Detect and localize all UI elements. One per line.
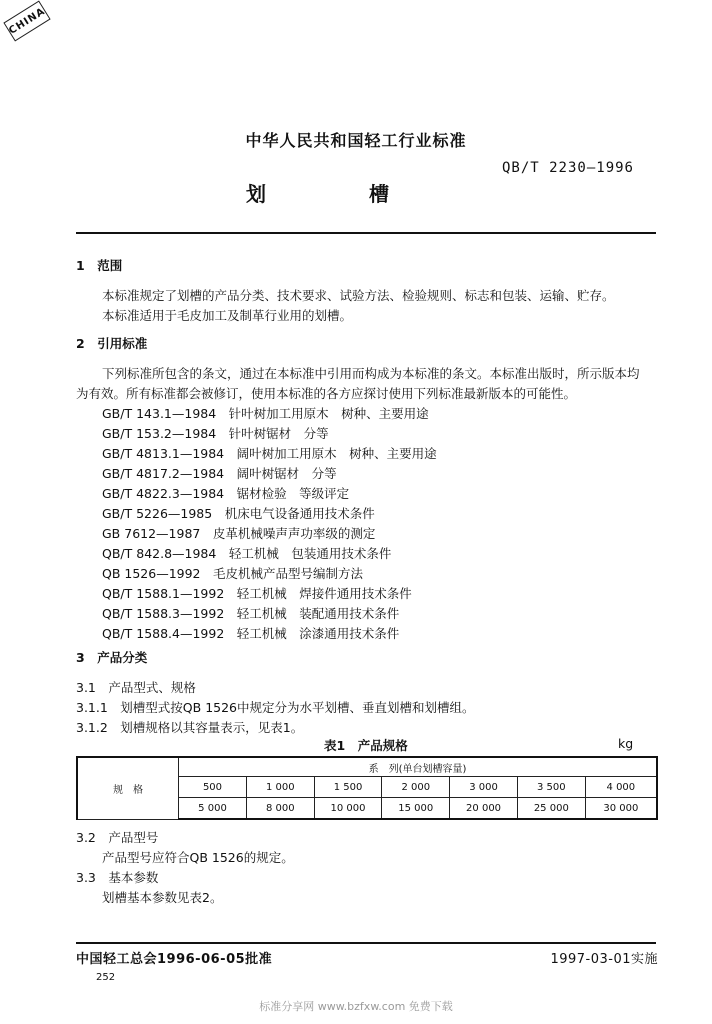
table-cell: 4 000: [585, 777, 657, 798]
section-1-paragraph-1: 本标准规定了划槽的产品分类、技术要求、试验方法、检验规则、标志和包装、运输、贮存。: [102, 288, 615, 303]
header-rule: [76, 232, 656, 234]
reference-item: GB/T 4822.3—1984 锯材检验 等级评定: [102, 486, 350, 501]
section-2-heading: 2 引用标准: [76, 336, 148, 351]
table-1-caption: 表1 产品规格: [324, 738, 408, 753]
section-2-paragraph-line-2: 为有效。所有标准都会被修订，使用本标准的各方应探讨使用下列标准最新版本的可能性。: [76, 386, 577, 401]
table-cell: 3 000: [450, 777, 518, 798]
table-cell: 25 000: [517, 798, 585, 820]
table-1-unit: kg: [618, 736, 634, 751]
reference-item: GB/T 4817.2—1984 阔叶树锯材 分等: [102, 466, 337, 481]
reference-item: GB/T 143.1—1984 针叶树加工用原木 树种、主要用途: [102, 406, 429, 421]
reference-item: QB/T 1588.4—1992 轻工机械 涂漆通用技术条件: [102, 626, 400, 641]
reference-item: GB/T 153.2—1984 针叶树锯材 分等: [102, 426, 329, 441]
clause-3-3: 3.3 基本参数: [76, 870, 159, 885]
section-1-paragraph-2: 本标准适用于毛皮加工及制革行业用的划槽。: [102, 308, 353, 323]
table-series-header: 系 列(单台划槽容量): [179, 757, 657, 777]
site-watermark: 标准分享网 www.bzfxw.com 免费下载: [259, 1000, 453, 1013]
table-cell: 8 000: [246, 798, 314, 820]
table-row-header: 规 格: [77, 757, 179, 819]
table-cell: 1 000: [246, 777, 314, 798]
document-title: 划 槽: [246, 182, 437, 206]
reference-item: GB 7612—1987 皮革机械噪声声功率级的测定: [102, 526, 376, 541]
section-1-heading: 1 范围: [76, 258, 123, 273]
reference-item: QB 1526—1992 毛皮机械产品型号编制方法: [102, 566, 364, 581]
reference-item: QB/T 1588.1—1992 轻工机械 焊接件通用技术条件: [102, 586, 412, 601]
table-cell: 10 000: [314, 798, 382, 820]
table-cell: 5 000: [179, 798, 247, 820]
clause-3-1-1: 3.1.1 划槽型式按QB 1526中规定分为水平划槽、垂直划槽和划槽组。: [76, 700, 475, 715]
table-cell: 20 000: [450, 798, 518, 820]
china-stamp: CHINA: [3, 1, 50, 42]
footer-rule: [76, 942, 656, 944]
clause-3-2: 3.2 产品型号: [76, 830, 159, 845]
standard-number: QB/T 2230—1996: [501, 160, 634, 176]
section-2-paragraph-line-1: 下列标准所包含的条文，通过在本标准中引用而构成为本标准的条文。本标准出版时，所示版本均: [102, 366, 640, 381]
reference-item: QB/T 1588.3—1992 轻工机械 装配通用技术条件: [102, 606, 400, 621]
table-cell: 15 000: [382, 798, 450, 820]
reference-item: QB/T 842.8—1984 轻工机械 包装通用技术条件: [102, 546, 392, 561]
table-cell: 1 500: [314, 777, 382, 798]
clause-3-1-2: 3.1.2 划槽规格以其容量表示，见表1。: [76, 720, 304, 735]
section-3-heading: 3 产品分类: [76, 650, 148, 665]
approval-date: 中国轻工总会1996-06-05批准: [76, 952, 273, 967]
issuing-organization: 中华人民共和国轻工行业标准: [245, 131, 467, 150]
product-spec-table: [76, 756, 658, 820]
reference-item: GB/T 5226—1985 机床电气设备通用技术条件: [102, 506, 375, 521]
clause-3-3-paragraph: 划槽基本参数见表2。: [102, 890, 223, 905]
clause-3-2-paragraph: 产品型号应符合QB 1526的规定。: [102, 850, 294, 865]
table-cell: 3 500: [517, 777, 585, 798]
implementation-date: 1997-03-01实施: [550, 952, 658, 967]
reference-item: GB/T 4813.1—1984 阔叶树加工用原木 树种、主要用途: [102, 446, 437, 461]
page-number: 252: [96, 972, 116, 983]
table-cell: 500: [179, 777, 247, 798]
table-cell: 30 000: [585, 798, 657, 820]
table-cell: 2 000: [382, 777, 450, 798]
clause-3-1: 3.1 产品型式、规格: [76, 680, 196, 695]
